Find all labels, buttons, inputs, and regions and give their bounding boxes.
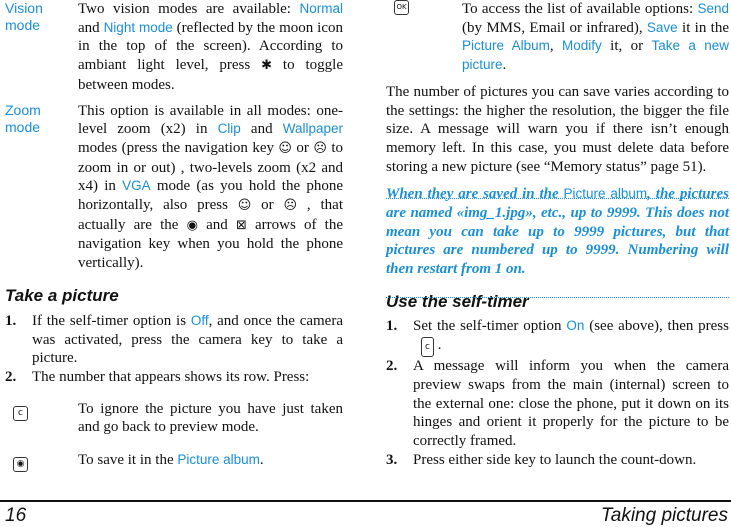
nav-down-icon: ☹ (313, 140, 327, 156)
clip-mode-label: Clip (217, 121, 241, 137)
normal-mode-label: Normal (299, 1, 343, 16)
key-c-description: To ignore the picture you have just taken and go back to preview mode. (78, 400, 343, 436)
key-save-description: To save it in the Picture album. (78, 452, 264, 469)
key-c-entry (5, 400, 343, 437)
nav-left-icon: ◉ (186, 217, 198, 233)
ok-key-description: To access the list of available options: Send (by MMS, Email or infrared), Save it in the Picture Album, Modify it, or Take a new picture. (462, 1, 730, 74)
take-picture-heading: Take a picture (5, 285, 119, 305)
zoom-mode-term: Zoom mode (5, 101, 41, 135)
on-option-label: On (566, 317, 585, 333)
nav-up-icon: ☺ (278, 140, 292, 156)
ok-key-icon: OK (394, 0, 409, 15)
off-option-label: Off (190, 312, 209, 328)
picture-album-option-label: Picture Album (462, 38, 550, 54)
note-picture-album-label: Picture album (563, 186, 648, 202)
footer-rule (0, 500, 731, 502)
zoom-mode-description: This option is available in all modes: one-level zoom (x2) in Clip and Wallpaper modes (press the navigation key ☺ or ☹ to zoom in or out) , two-levels zoom (x2 and x4) in VGA mode (as you hold the phone horizontally, also press ☺ or ☹ , that actually are the ◉ and ⊠ arrows of the navigation key when you hold the phone vertically). (78, 102, 343, 272)
page-number: 16 (5, 505, 27, 526)
picture-album-label: Picture album (177, 452, 260, 468)
self-timer-step-2: 2. A message will inform you when the camera preview swaps from the main (internal) screen to the external one: close the phone, put it down on its hinges and orient it properly for the picture to be correctly framed. (386, 358, 729, 450)
self-timer-step-1: 1. Set the self-timer option On (see above), then press c . (386, 317, 729, 357)
star-key-icon: ✱ (261, 58, 273, 74)
right-column (386, 0, 729, 469)
ok-key-entry (386, 0, 729, 75)
wallpaper-mode-label: Wallpaper (282, 121, 343, 137)
note-top-divider (386, 198, 729, 199)
camera-key-icon: ◉ (13, 457, 28, 472)
modify-option-label: Modify (562, 38, 602, 54)
c-key-icon: c (13, 406, 28, 421)
self-timer-heading: Use the self-timer (386, 291, 529, 311)
night-mode-label: Night mode (103, 19, 173, 35)
take-picture-step-2: 2. The number that appears shows its row. Press: (5, 368, 310, 385)
vision-mode-term: Vision mode (5, 0, 43, 33)
left-column (5, 0, 343, 470)
send-option-label: Send (697, 1, 729, 16)
self-timer-step-3: 3. Press either side key to launch the count-down. (386, 451, 697, 468)
take-picture-step-1: 1. If the self-timer option is Off, and once the camera was activated, press the camera key to take a picture. (5, 312, 343, 367)
vision-mode-description: Two vision modes are available: Normal and Night mode (reflected by the moon icon in the top of the screen). According to ambiant light level, press ✱ to toggle between modes. (78, 1, 343, 93)
nav-up-icon-2: ☺ (237, 198, 252, 214)
c-key-inline-icon: c (421, 337, 434, 358)
vision-mode-entry (5, 0, 343, 95)
take-new-picture-option-label: Take a new picture (462, 38, 729, 73)
numbering-note: When they are saved in the Picture album, the pictures are named «img_1.jpg», etc., up to 9999. This does not mean you can take up to 9999 pictures, but that pictures are numbered up to 9999. Numbering will then restart from 1 on. (386, 186, 729, 278)
nav-down-icon-2: ☹ (283, 198, 298, 214)
memory-paragraph: The number of pictures you can save varies according to the settings: the higher the resolution, the bigger the file size. A message will warn you if there isn’t enough memory left. In this case, you must delete data before storing a new picture (see “Memory status” page 51). (386, 83, 729, 175)
nav-right-icon: ⊠ (235, 217, 247, 233)
save-option-label: Save (646, 19, 678, 35)
zoom-mode-entry (5, 102, 343, 273)
vga-mode-label: VGA (122, 178, 151, 194)
page-section-title: Taking pictures (600, 505, 728, 526)
key-save-entry (5, 451, 343, 470)
note-bottom-divider (386, 297, 729, 298)
